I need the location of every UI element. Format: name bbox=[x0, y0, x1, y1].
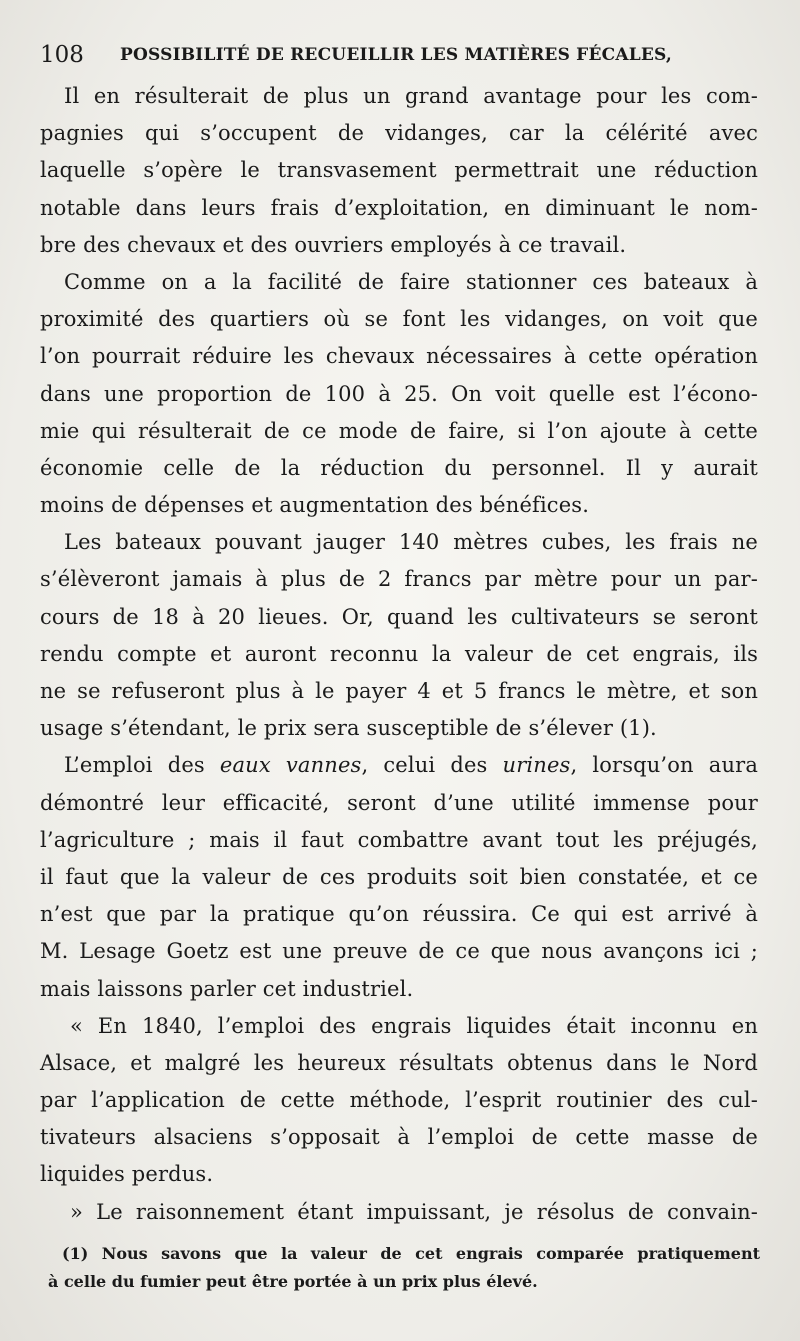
text-line: l’agriculture ; mais il faut combattre avant tout les préjugés, bbox=[40, 827, 758, 852]
text-line: liquides perdus. bbox=[40, 1162, 214, 1187]
footnote-line: (1) Nous savons que la valeur de cet engrais comparée pratiquement bbox=[62, 1244, 760, 1263]
text-line: moins de dépenses et augmentation des bénéfices. bbox=[40, 493, 590, 518]
text-segment: L’emploi des bbox=[64, 753, 220, 778]
text-line: l’on pourrait réduire les chevaux nécessaires à cette opération bbox=[40, 344, 758, 369]
text-line: rendu compte et auront reconnu la valeur de cet engrais, ils bbox=[40, 641, 758, 666]
text-line: » Le raisonnement étant impuissant, je résolus de convain- bbox=[70, 1199, 758, 1224]
text-line: Alsace, et malgré les heureux résultats obtenus dans le Nord bbox=[40, 1050, 758, 1075]
footnotes bbox=[48, 1240, 760, 1296]
body-text bbox=[40, 78, 758, 1231]
italic-term: eaux vannes bbox=[219, 753, 362, 778]
text-line: bre des chevaux et des ouvriers employés à ce travail. bbox=[40, 232, 627, 257]
text-line: démontré leur efficacité, seront d’une utilité immense pour bbox=[40, 790, 758, 815]
text-line: usage s’étendant, le prix sera susceptible de s’élever (1). bbox=[40, 716, 657, 741]
italic-term: urines bbox=[502, 753, 571, 778]
text-line: s’élèveront jamais à plus de 2 francs par mètre pour un par- bbox=[40, 567, 758, 592]
text-line: économie celle de la réduction du personnel. Il y aurait bbox=[40, 455, 758, 480]
running-title: POSSIBILITÉ DE RECUEILLIR LES MATIÈRES FÉCALES, bbox=[120, 45, 673, 65]
text-segment: , celui des bbox=[361, 753, 503, 778]
text-line: n’est que par la pratique qu’on réussira. Ce qui est arrivé à bbox=[40, 902, 758, 927]
text-line: notable dans leurs frais d’exploitation, en diminuant le nom- bbox=[40, 195, 758, 220]
text-line: proximité des quartiers où se font les vidanges, on voit que bbox=[40, 307, 758, 332]
footnote-line: à celle du fumier peut être portée à un prix plus élevé. bbox=[48, 1272, 538, 1291]
page-header bbox=[40, 38, 760, 74]
text-line: M. Lesage Goetz est une preuve de ce que nous avançons ici ; bbox=[40, 939, 758, 964]
text-line: dans une proportion de 100 à 25. On voit quelle est l’écono- bbox=[40, 381, 758, 406]
text-line: il faut que la valeur de ces produits soit bien constatée, et ce bbox=[40, 864, 758, 889]
page-number: 108 bbox=[40, 42, 84, 68]
text-line: tivateurs alsaciens s’opposait à l’emploi de cette masse de bbox=[40, 1125, 758, 1150]
text-line: laquelle s’opère le transvasement permettrait une réduction bbox=[40, 158, 758, 183]
text-line: mais laissons parler cet industriel. bbox=[40, 976, 414, 1001]
text-segment: , lorsqu’on aura bbox=[570, 753, 759, 778]
text-line: mie qui résulterait de ce mode de faire, si l’on ajoute à cette bbox=[40, 418, 758, 443]
text-line: « En 1840, l’emploi des engrais liquides était inconnu en bbox=[70, 1013, 758, 1038]
text-line: Il en résulterait de plus un grand avantage pour les com- bbox=[64, 84, 758, 108]
text-line: Les bateaux pouvant jauger 140 mètres cubes, les frais ne bbox=[64, 530, 758, 555]
text-line: Comme on a la facilité de faire stationner ces bateaux à bbox=[64, 269, 758, 294]
text-line bbox=[40, 747, 758, 784]
text-line: ne se refuseront plus à le payer 4 et 5 francs le mètre, et son bbox=[40, 679, 758, 703]
text-line: par l’application de cette méthode, l’esprit routinier des cul- bbox=[40, 1088, 758, 1113]
text-line: pagnies qui s’occupent de vidanges, car la célérité avec bbox=[40, 121, 758, 146]
text-line: cours de 18 à 20 lieues. Or, quand les cultivateurs se seront bbox=[40, 604, 758, 629]
